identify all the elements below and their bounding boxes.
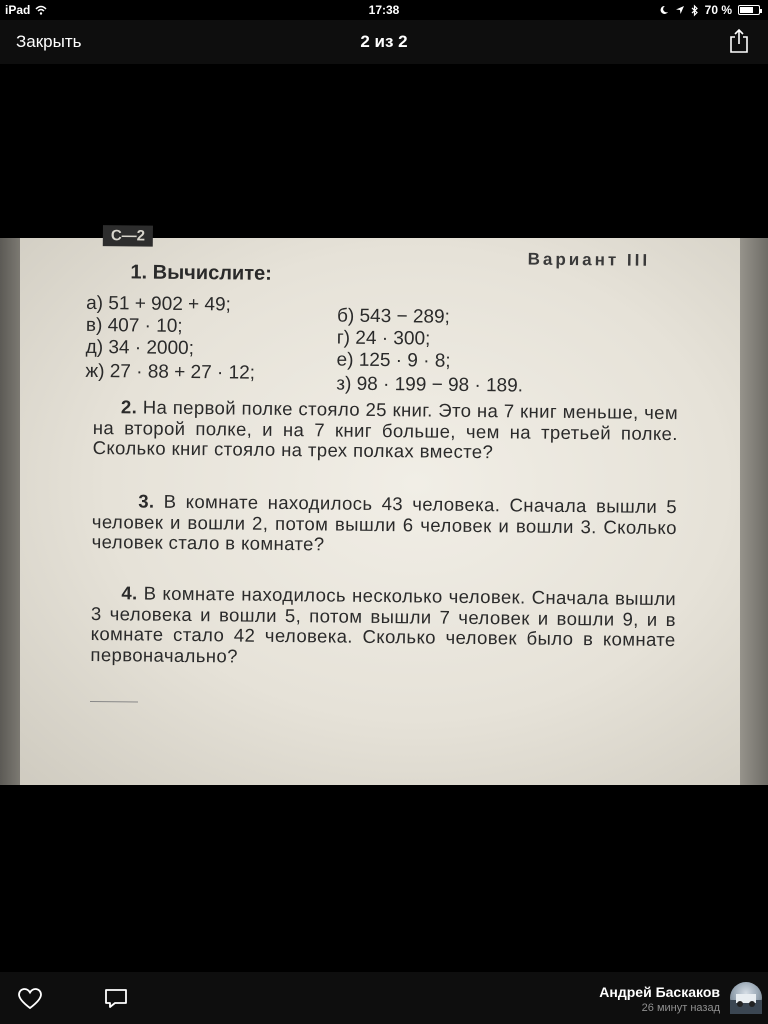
heart-icon[interactable] (18, 988, 42, 1010)
battery-icon (738, 5, 760, 15)
battery-percent: 70 % (704, 3, 732, 17)
variant-label: Вариант III (527, 249, 651, 270)
page-counter: 2 из 2 (360, 32, 408, 51)
exercise-d: д) 34 · 2000; (85, 336, 195, 360)
nav-bar (0, 20, 768, 64)
exercise-z: з) 98 · 199 − 98 · 189. (336, 373, 524, 397)
author-info[interactable] (599, 984, 720, 1014)
status-bar (0, 0, 768, 20)
section-badge: С—2 (103, 225, 153, 247)
task-4-number: 4. (121, 582, 138, 604)
device-name: iPad (5, 3, 31, 17)
avatar[interactable] (730, 982, 762, 1014)
avatar-image (730, 982, 762, 1014)
photo (0, 227, 768, 785)
divider (90, 701, 138, 703)
task-1-title: 1. Вычислите: (130, 261, 272, 285)
task-2-text: На первой полке стояло 25 книг. Это на 7 книг меньше, чем на второй полке, и на 7 книг больше, чем на третьей полке. Сколько книг стояло на трех полках вместе? (92, 396, 679, 463)
comment-icon[interactable] (104, 988, 128, 1010)
exercise-a: а) 51 + 902 + 49; (86, 292, 231, 316)
exercise-e: е) 125 · 9 · 8; (336, 349, 451, 372)
location-icon (675, 5, 685, 15)
task-2 (93, 397, 679, 465)
posted-time: 26 минут назад (641, 1002, 720, 1014)
task-3 (92, 491, 678, 559)
bluetooth-icon (691, 5, 699, 16)
task-4-text: В комнате находилось несколько человек. Сначала вышли 3 человека и вошли 5, потом вышли 7 человек и вошли 9, и в комнате стало 42 человека. Сколько человек было в комнате первоначально? (90, 582, 677, 667)
task-4 (90, 583, 676, 671)
exercise-zh: ж) 27 · 88 + 27 · 12; (85, 360, 256, 384)
bottom-bar (0, 972, 768, 1024)
share-icon[interactable] (728, 28, 750, 54)
close-button[interactable]: Закрыть (16, 32, 82, 51)
author-name: Андрей Баскаков (599, 984, 720, 1000)
exercise-g: г) 24 · 300; (336, 327, 431, 350)
textbook-page (20, 227, 740, 785)
task-2-number: 2. (120, 396, 138, 418)
exercise-v: в) 407 · 10; (85, 314, 183, 337)
battery-level (740, 7, 753, 13)
task-3-number: 3. (138, 490, 155, 512)
moon-icon (659, 5, 669, 15)
exercise-b: б) 543 − 289; (336, 305, 450, 328)
status-time: 17:38 (368, 3, 400, 17)
task-3-text: В комнате находилось 43 человека. Сначала вышли 5 человек и вошли 2, потом вышли 6 человек и вошли 3. Сколько человек стало в комнате? (91, 490, 678, 555)
